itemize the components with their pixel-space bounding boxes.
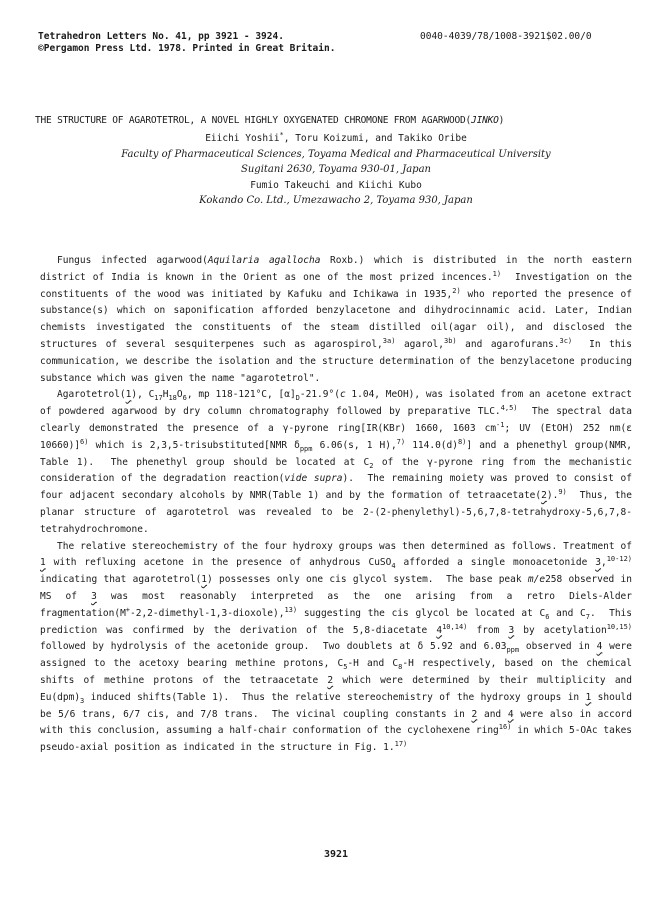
author-block (0, 131, 672, 209)
paper-title: THE STRUCTURE OF AGAROTETROL, A NOVEL HIGHLY OXYGENATED CHROMONE FROM AGARWOOD(JINKO) (35, 115, 505, 126)
article-body (40, 253, 632, 757)
publisher-line: ©Pergamon Press Ltd. 1978. Printed in Great Britain. (38, 43, 336, 54)
paragraph-isolation: Agarotetrol(1), $C_{17}H_{18}O_6$, mp 118-121°C, $[\alpha]_D-21.9^\circ(c$ 1.04, MeOH), was isolated from an acetone extract of powdered agarwood by dry column chromatography followed by preparative TLC.$^{4,5)}$ The spectral data clearly demonstrated the presence of a γ-pyrone ring[IR(KBr) 1660, 1603 $cm^{-1}$; UV (EtOH) 252 nm(ε 10660)]$^{6)}$ which is 2,3,5-trisubstituted[NMR $\delta_{ppm}$ 6.06(s, 1 H),$^{7)}$ $114.0(d)^{8)}$] and a phenethyl group(NMR, Table 1). The phenethyl group should be located at $C_2$ of the γ-pyrone ring from the mechanistic consideration of the degradation reaction(vide supra). The remaining moiety was proved to consist of four adjacent secondary alcohols by NMR(Table 1) and by the formation of tetraacetate(2).$^{9)}$ Thus, the planar structure of agarotetrol was revealed to be 2-(2-phenylethyl)-5,6,7,8-tetrahydroxy-5,6,7,8-tetrahydrochromone. (40, 389, 632, 535)
article-code: 0040-4039/78/1008-3921$02.00/0 (420, 31, 592, 42)
paragraph-stereochemistry: The relative stereochemistry of the four hydroxy groups was then determined as follows. Treatment of 1 with refluxing acetone in the presence of anhydrous CuSO$_4$ afforded a single monoacetonide 3,$^{10-12)}$ indicating that agarotetrol(1) possesses only one cis glycol system. The base peak m/e258 observed in MS of 3 was most reasonably interpreted as the one arising from a retro Diels-Alder fragmentation(M+-2,2-dimethyl-1,3-dioxole),$^{13)}$ suggesting the cis glycol be located at $C_6$ and $C_7$. This prediction was confirmed by the derivation of the 5,8-diacetate 4$^{10,14)}$ from 3 by acetylation$^{10,15)}$ followed by hydrolysis of the acetonide group. Two doublets at δ 5.92 and $6.03_{ppm}$ observed in 4 were assigned to the acetoxy bearing methine protons, $C_5-H$ and $C_8-H$ respectively, based on the chemical shifts of methine protons of the tetraacetate 2 which were determined by their multiplicity and $Eu(dpm)_3$ induced shifts(Table 1). Thus the relative stereochemistry of the hydroxy groups in 1 should be 5/6 trans, 6/7 cis, and 7/8 trans. The vicinal coupling constants in 2 and 4 were also in accord with this conclusion, assuming a half-chair conformation of the cyclohexene ring$^{16)}$ in which 5-OAc takes pseudo-axial position as indicated in the structure in Fig. 1.$^{17)}$ (40, 540, 633, 754)
authors-line-2: Fumio Takeuchi and Kiichi Kubo (250, 179, 422, 191)
affiliation-address: Sugitani 2630, Toyama 930-01, Japan (241, 164, 431, 175)
affiliation-line-2: Kokando Co. Ltd., Umezawacho 2, Toyama 930, Japan (199, 195, 473, 206)
journal-citation-line: Tetrahedron Letters No. 41, pp 3921 - 3924. (38, 31, 284, 42)
journal-citation-header (38, 31, 335, 55)
page-number: 3921 (323, 849, 349, 860)
affiliation-line: Faculty of Pharmaceutical Sciences, Toyama Medical and Pharmaceutical University (121, 148, 551, 160)
paragraph-intro: Fungus infected agarwood(Aquilaria agallocha Roxb.) which is distributed in the north eastern district of India is known in the Orient as one of the most prized incences.$^{1)}$ Investigation on the constituents of the wood was initiated by Kafuku and Ichikawa in 1935,$^{2)}$ who reported the presence of substance(s) which on saponification afforded benzylacetone and dihydrocinnamic acid. Later, Indian chemists investigated the constituents of the steam distilled oil(agar oil), and disclosed the structures of several sesquiterpenes such as agarospirol,$^{3a)}$ agarol,$^{3b)}$ and agarofurans.$^{3c)}$ In this communication, we describe the isolation and the structure determination of the benzylacetone producing substance which was given the name "agarotetrol". (40, 255, 632, 384)
authors-line: Eiichi Yoshii*, Toru Koizumi, and Takiko Oribe (205, 130, 467, 144)
